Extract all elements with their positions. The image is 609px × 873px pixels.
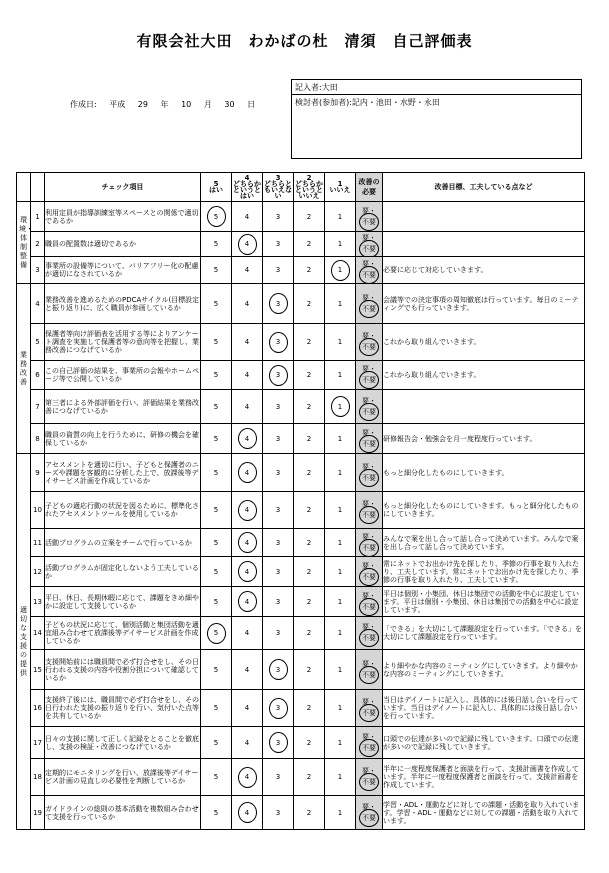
need-no-circled: 不要 bbox=[362, 778, 376, 786]
item-number: 12 bbox=[31, 557, 45, 587]
author-box bbox=[291, 79, 582, 159]
score-4-cell: 4 bbox=[232, 232, 263, 257]
evaluation-table bbox=[16, 172, 585, 830]
need-no-circled: 不要 bbox=[362, 439, 376, 448]
note-cell bbox=[383, 390, 585, 424]
item-number: 4 bbox=[31, 284, 45, 324]
item-number: 11 bbox=[31, 529, 45, 557]
item-text: ガイドラインの総則の基本活動を複数組み合わせて支援を行っているか bbox=[45, 796, 201, 830]
table-row bbox=[17, 232, 585, 257]
table-row bbox=[17, 529, 585, 557]
date-year: 29 bbox=[137, 100, 148, 109]
header-notes: 改善目標、工夫している点など bbox=[383, 173, 585, 202]
score-5-cell: 5 bbox=[201, 232, 232, 257]
table-row bbox=[17, 727, 585, 759]
need-cell bbox=[356, 324, 383, 361]
score-2-cell: 2 bbox=[294, 796, 325, 830]
note-cell: 半年に一度程度保護者と面談を行って、支援計画書を作成しています。半年に一度程度保護者と面談を行って、支援計画書を作成しています。 bbox=[383, 759, 585, 796]
need-cell bbox=[356, 617, 383, 650]
item-text: 子どもの適応行動の状況を図るために、標準化されたアセスメントツールを使用しているか bbox=[45, 492, 201, 529]
score-1-cell: 1 bbox=[325, 650, 356, 690]
score-3-cell: 3 bbox=[263, 390, 294, 424]
score-2-cell: 2 bbox=[294, 324, 325, 361]
need-yes: 要 bbox=[362, 532, 369, 541]
table-row bbox=[17, 284, 585, 324]
item-text: 子どもの状況に応じて、個別活動と集団活動を適宜組み合わせて放課後等デイサービス計画を作成しているか bbox=[45, 617, 201, 650]
item-number: 5 bbox=[31, 324, 45, 361]
note-cell: 当日はデイノートに記入し、具体的には後日話し合いを行っています。当日はデイノートに記入し、具体的には後日話し合いを行っています。 bbox=[383, 690, 585, 727]
item-text: 職員の配置数は適切であるか bbox=[45, 232, 201, 257]
note-cell: 学習・ADL・運動などに対しての課題・活動を取り入れています。学習・ADL・運動などに対しての課題・活動を取り入れています。 bbox=[383, 796, 585, 830]
score-2-cell: 2 bbox=[294, 617, 325, 650]
page-title: 有限会社大田 わかばの杜 清須 自己評価表 bbox=[136, 32, 473, 50]
score-5-cell: 5 bbox=[201, 557, 232, 587]
table-row bbox=[17, 390, 585, 424]
score-1-cell: 1 bbox=[325, 232, 356, 257]
table-row bbox=[17, 587, 585, 617]
need-no-circled: 不要 bbox=[362, 543, 376, 552]
need-yes: 要 bbox=[362, 623, 369, 631]
score-5-cell: 5 bbox=[201, 690, 232, 727]
need-no-circled: 不要 bbox=[362, 407, 376, 416]
need-cell bbox=[356, 492, 383, 529]
item-text: 第三者による外部評価を行い、評価結果を業務改善につなげているか bbox=[45, 390, 201, 424]
need-no-circled: 不要 bbox=[362, 304, 376, 313]
note-cell: これから取り組んでいきます。 bbox=[383, 361, 585, 390]
score-1-cell: 1 bbox=[325, 202, 356, 232]
table-row bbox=[17, 690, 585, 727]
item-text: 支援開始前には職員間で必ず打合せをし、その日行われる支援の内容や役割分担について確認しているか bbox=[45, 650, 201, 690]
table-row bbox=[17, 257, 585, 284]
score-3-cell: 3 bbox=[263, 727, 294, 759]
need-cell bbox=[356, 232, 383, 257]
item-number: 2 bbox=[31, 232, 45, 257]
need-sep: ・ bbox=[369, 396, 376, 405]
need-sep: ・ bbox=[369, 332, 376, 340]
note-cell bbox=[383, 202, 585, 232]
date-month-unit: 月 bbox=[203, 100, 212, 109]
need-no-circled: 不要 bbox=[362, 343, 376, 351]
score-3-cell: 3 bbox=[263, 557, 294, 587]
need-no-circled: 不要 bbox=[362, 813, 376, 822]
score-3-cell: 3 bbox=[263, 492, 294, 529]
need-cell bbox=[356, 284, 383, 324]
item-text: 平日、休日、長期休暇に応じて、課題をきめ細やかに設定して支援しているか bbox=[45, 587, 201, 617]
item-text: 日々の支援に関して正しく記録をとることを徹底し、支援の検証・改善につなげているか bbox=[45, 727, 201, 759]
need-no-circled: 不要 bbox=[362, 376, 376, 384]
need-no-circled: 不要 bbox=[362, 634, 376, 642]
need-yes: 要 bbox=[362, 428, 369, 437]
score-3-cell: 3 bbox=[263, 232, 294, 257]
note-cell: 研修報告会・勉強会を月一度程度行っています。 bbox=[383, 424, 585, 454]
item-text: 利用定員が指導訓練室等スペースとの関係で適切であるか bbox=[45, 202, 201, 232]
need-sep: ・ bbox=[369, 428, 376, 437]
item-number: 8 bbox=[31, 424, 45, 454]
score-3-cell: 3 bbox=[263, 424, 294, 454]
item-number: 7 bbox=[31, 390, 45, 424]
score-5-cell: 5 bbox=[201, 202, 232, 232]
score-2-cell: 2 bbox=[294, 690, 325, 727]
score-2-cell: 2 bbox=[294, 284, 325, 324]
item-number: 10 bbox=[31, 492, 45, 529]
item-text: 支援終了後には、職員間で必ず打合せをし、その日行われた支援の振り返りを行い、気付いた点等を共有しているか bbox=[45, 690, 201, 727]
item-text: 職員の資質の向上を行うために、研修の機会を確保しているか bbox=[45, 424, 201, 454]
need-yes: 要 bbox=[362, 659, 369, 668]
note-cell: これから取り組んでいきます。 bbox=[383, 324, 585, 361]
need-no-circled: 不要 bbox=[362, 670, 376, 679]
score-3-cell: 3 bbox=[263, 257, 294, 284]
score-4-cell: 4 bbox=[232, 529, 263, 557]
score-5-cell: 5 bbox=[201, 492, 232, 529]
score-4-cell: 4 bbox=[232, 424, 263, 454]
need-cell bbox=[356, 454, 383, 492]
header-need: 改善の必要 bbox=[356, 173, 383, 202]
score-1-cell: 1 bbox=[325, 557, 356, 587]
need-cell bbox=[356, 557, 383, 587]
table-row bbox=[17, 617, 585, 650]
need-sep: ・ bbox=[369, 698, 376, 706]
score-2-cell: 2 bbox=[294, 529, 325, 557]
score-5-cell: 5 bbox=[201, 617, 232, 650]
need-cell bbox=[356, 690, 383, 727]
need-yes: 要 bbox=[362, 767, 369, 775]
score-1-cell: 1 bbox=[325, 796, 356, 830]
score-4-cell: 4 bbox=[232, 257, 263, 284]
item-number: 15 bbox=[31, 650, 45, 690]
score-4-cell: 4 bbox=[232, 284, 263, 324]
need-no-circled: 不要 bbox=[362, 271, 376, 279]
score-3-cell: 3 bbox=[263, 284, 294, 324]
score-2-cell: 2 bbox=[294, 759, 325, 796]
score-2-cell: 2 bbox=[294, 202, 325, 232]
score-2-cell: 2 bbox=[294, 587, 325, 617]
table-row bbox=[17, 324, 585, 361]
need-sep: ・ bbox=[369, 623, 376, 631]
need-sep: ・ bbox=[369, 234, 376, 242]
score-1-cell: 1 bbox=[325, 424, 356, 454]
score-4-cell: 4 bbox=[232, 202, 263, 232]
need-no-circled: 不要 bbox=[362, 217, 376, 226]
need-yes: 要 bbox=[362, 234, 369, 242]
table-row bbox=[17, 796, 585, 830]
score-1-cell: 1 bbox=[325, 690, 356, 727]
item-number: 16 bbox=[31, 690, 45, 727]
item-text: 業務改善を進めるためのPDCAサイクル(目標設定と振り返り)に、広く職員が参画しているか bbox=[45, 284, 201, 324]
need-yes: 要 bbox=[362, 561, 369, 570]
need-sep: ・ bbox=[369, 293, 376, 302]
need-sep: ・ bbox=[369, 659, 376, 668]
table-header-row bbox=[17, 173, 585, 202]
score-5-cell: 5 bbox=[201, 390, 232, 424]
need-yes: 要 bbox=[362, 802, 369, 811]
recorder: 記入者:大田 bbox=[292, 80, 581, 95]
need-cell bbox=[356, 759, 383, 796]
note-cell: 必要に応じて対応していきます。 bbox=[383, 257, 585, 284]
score-1-cell: 1 bbox=[325, 390, 356, 424]
category-label: 適切な支援の提供 bbox=[20, 605, 27, 677]
need-sep: ・ bbox=[369, 206, 376, 215]
item-text: 保護者等向け評価表を活用する等によりアンケート調査を実施して保護者等の意向等を把握し、業務改善につなげているか bbox=[45, 324, 201, 361]
need-yes: 要 bbox=[362, 332, 369, 340]
item-number: 1 bbox=[31, 202, 45, 232]
need-yes: 要 bbox=[362, 260, 369, 268]
score-3-cell: 3 bbox=[263, 650, 294, 690]
score-5-cell: 5 bbox=[201, 529, 232, 557]
need-yes: 要 bbox=[362, 365, 369, 373]
score-4-cell: 4 bbox=[232, 796, 263, 830]
score-5-cell: 5 bbox=[201, 424, 232, 454]
score-1-cell: 1 bbox=[325, 324, 356, 361]
header-blank bbox=[17, 173, 31, 202]
date-era: 平成 bbox=[109, 100, 126, 109]
item-number: 14 bbox=[31, 617, 45, 650]
score-3-cell: 3 bbox=[263, 759, 294, 796]
category-cell bbox=[17, 454, 31, 830]
reviewers: 検討者(参加者):記内・池田・水野・永田 bbox=[295, 98, 440, 107]
item-text: 事業所の設備等について、バリアフリー化の配慮が適切になされているか bbox=[45, 257, 201, 284]
need-no-circled: 不要 bbox=[362, 572, 376, 581]
item-number: 19 bbox=[31, 796, 45, 830]
need-sep: ・ bbox=[369, 500, 376, 508]
header-blank bbox=[31, 173, 45, 202]
score-1-cell: 1 bbox=[325, 257, 356, 284]
score-5-cell: 5 bbox=[201, 587, 232, 617]
item-number: 3 bbox=[31, 257, 45, 284]
need-yes: 要 bbox=[362, 698, 369, 706]
date-day-unit: 日 bbox=[247, 100, 256, 109]
item-text: 活動プログラムの立案をチームで行っているか bbox=[45, 529, 201, 557]
score-2-cell: 2 bbox=[294, 727, 325, 759]
need-no-circled: 不要 bbox=[362, 473, 376, 482]
score-5-cell: 5 bbox=[201, 727, 232, 759]
category-label: 業務改善 bbox=[20, 350, 27, 386]
score-3-cell: 3 bbox=[263, 454, 294, 492]
score-5-cell: 5 bbox=[201, 257, 232, 284]
table-row bbox=[17, 492, 585, 529]
score-3-cell: 3 bbox=[263, 529, 294, 557]
need-sep: ・ bbox=[369, 732, 376, 741]
item-number: 6 bbox=[31, 361, 45, 390]
score-2-cell: 2 bbox=[294, 454, 325, 492]
score-4-cell: 4 bbox=[232, 690, 263, 727]
item-text: 定期的にモニタリングを行い、放課後等デイサービス計画の見直しの必要性を判断しているか bbox=[45, 759, 201, 796]
score-2-cell: 2 bbox=[294, 650, 325, 690]
note-cell: 平日は個別・小集団、休日は集団での活動を中心に設定しています。平日は個別・小集団、休日は集団での活動を中心に設定しています。 bbox=[383, 587, 585, 617]
date-month: 10 bbox=[181, 100, 192, 109]
need-cell bbox=[356, 650, 383, 690]
table-row bbox=[17, 361, 585, 390]
score-3-cell: 3 bbox=[263, 587, 294, 617]
score-3-cell: 3 bbox=[263, 690, 294, 727]
score-4-cell: 4 bbox=[232, 727, 263, 759]
note-cell: より細やかな内容のミーティングにしていきます。より細やかな内容のミーティングにしていきます。 bbox=[383, 650, 585, 690]
score-1-cell: 1 bbox=[325, 454, 356, 492]
score-5-cell: 5 bbox=[201, 650, 232, 690]
need-no-circled: 不要 bbox=[362, 709, 376, 717]
date-label: 作成日: bbox=[70, 100, 97, 109]
score-3-cell: 3 bbox=[263, 202, 294, 232]
note-cell: みんなで案を出し合って話し合って決めています。みんなで案を出し合って話し合って決めています。 bbox=[383, 529, 585, 557]
score-3-cell: 3 bbox=[263, 361, 294, 390]
need-cell bbox=[356, 529, 383, 557]
score-4-cell: 4 bbox=[232, 587, 263, 617]
table-row bbox=[17, 202, 585, 232]
need-cell bbox=[356, 361, 383, 390]
score-1-cell: 1 bbox=[325, 727, 356, 759]
need-yes: 要 bbox=[362, 462, 369, 471]
score-1-cell: 1 bbox=[325, 284, 356, 324]
score-5-cell: 5 bbox=[201, 324, 232, 361]
note-cell: 会議等での決定事項の周知徹底は行っています。毎日のミーティングでも行っていきます。 bbox=[383, 284, 585, 324]
score-5-cell: 5 bbox=[201, 284, 232, 324]
need-yes: 要 bbox=[362, 500, 369, 508]
score-1-cell: 1 bbox=[325, 361, 356, 390]
score-5-cell: 5 bbox=[201, 759, 232, 796]
score-4-cell: 4 bbox=[232, 492, 263, 529]
need-sep: ・ bbox=[369, 260, 376, 268]
need-yes: 要 bbox=[362, 396, 369, 405]
header-score-5: 5 はい bbox=[201, 173, 232, 202]
score-3-cell: 3 bbox=[263, 324, 294, 361]
item-text: この自己評価の結果を、事業所の会報やホームページ等で公開しているか bbox=[45, 361, 201, 390]
need-no-circled: 不要 bbox=[362, 245, 376, 253]
item-number: 9 bbox=[31, 454, 45, 492]
score-1-cell: 1 bbox=[325, 587, 356, 617]
score-5-cell: 5 bbox=[201, 454, 232, 492]
need-cell bbox=[356, 587, 383, 617]
score-1-cell: 1 bbox=[325, 617, 356, 650]
score-2-cell: 2 bbox=[294, 492, 325, 529]
date-year-unit: 年 bbox=[160, 100, 169, 109]
score-2-cell: 2 bbox=[294, 361, 325, 390]
score-4-cell: 4 bbox=[232, 390, 263, 424]
table-row bbox=[17, 759, 585, 796]
header-score-2: 2 どちらかというといいえ bbox=[295, 174, 323, 200]
need-yes: 要 bbox=[362, 293, 369, 302]
score-1-cell: 1 bbox=[325, 492, 356, 529]
table-row bbox=[17, 424, 585, 454]
score-4-cell: 4 bbox=[232, 650, 263, 690]
item-text: 活動プログラムが固定化しないよう工夫しているか bbox=[45, 557, 201, 587]
score-4-cell: 4 bbox=[232, 557, 263, 587]
need-cell bbox=[356, 796, 383, 830]
score-2-cell: 2 bbox=[294, 557, 325, 587]
category-cell bbox=[17, 284, 31, 454]
score-2-cell: 2 bbox=[294, 390, 325, 424]
need-cell bbox=[356, 390, 383, 424]
note-cell: 常にネットでお出かけ先を探したり、季節の行事を取り入れたり、工夫しています。常にネットでお出かけ先を探したり、季節の行事を取り入れたり、工夫しています。 bbox=[383, 557, 585, 587]
need-cell bbox=[356, 424, 383, 454]
score-4-cell: 4 bbox=[232, 454, 263, 492]
note-cell: もっと細分化したものにしていきます。もっと細分化したものにしていきます。 bbox=[383, 492, 585, 529]
table-row bbox=[17, 557, 585, 587]
header-score-3: 3 どちらともいえない bbox=[264, 174, 292, 200]
item-number: 17 bbox=[31, 727, 45, 759]
score-3-cell: 3 bbox=[263, 617, 294, 650]
score-4-cell: 4 bbox=[232, 361, 263, 390]
date-day: 30 bbox=[224, 100, 235, 109]
item-text: アセスメントを適切に行い、子どもと保護者のニーズや課題を客観的に分析した上で、放課後等デイサービス計画を作成しているか bbox=[45, 454, 201, 492]
score-2-cell: 2 bbox=[294, 257, 325, 284]
header-score-4: 4 どちらかというとはい bbox=[233, 174, 261, 200]
score-4-cell: 4 bbox=[232, 759, 263, 796]
note-cell: もっと細分化したものにしていきます。 bbox=[383, 454, 585, 492]
need-cell bbox=[356, 202, 383, 232]
item-number: 18 bbox=[31, 759, 45, 796]
score-5-cell: 5 bbox=[201, 361, 232, 390]
score-4-cell: 4 bbox=[232, 324, 263, 361]
need-yes: 要 bbox=[362, 732, 369, 741]
score-1-cell: 1 bbox=[325, 529, 356, 557]
need-yes: 要 bbox=[362, 591, 369, 600]
score-5-cell: 5 bbox=[201, 796, 232, 830]
need-sep: ・ bbox=[369, 561, 376, 570]
score-2-cell: 2 bbox=[294, 424, 325, 454]
need-sep: ・ bbox=[369, 462, 376, 471]
need-yes: 要 bbox=[362, 206, 369, 215]
header-check: チェック項目 bbox=[45, 173, 201, 202]
note-cell: 「できる」を大切にして課題設定を行っています。「できる」を大切にして課題設定を行っています。 bbox=[383, 617, 585, 650]
need-sep: ・ bbox=[369, 802, 376, 811]
need-cell bbox=[356, 727, 383, 759]
item-number: 13 bbox=[31, 587, 45, 617]
need-no-circled: 不要 bbox=[362, 511, 376, 519]
note-cell bbox=[383, 232, 585, 257]
note-cell: 口頭での伝達が多いので記録に残していきます。口頭での伝達が多いので記録に残していきます。 bbox=[383, 727, 585, 759]
score-1-cell: 1 bbox=[325, 759, 356, 796]
need-no-circled: 不要 bbox=[362, 602, 376, 611]
table-row bbox=[17, 454, 585, 492]
need-sep: ・ bbox=[369, 365, 376, 373]
creation-date bbox=[70, 99, 265, 110]
need-cell bbox=[356, 257, 383, 284]
score-2-cell: 2 bbox=[294, 232, 325, 257]
category-label: 環境・体制整備 bbox=[19, 215, 33, 269]
need-sep: ・ bbox=[369, 767, 376, 775]
need-sep: ・ bbox=[369, 591, 376, 600]
category-cell bbox=[17, 202, 31, 284]
score-4-cell: 4 bbox=[232, 617, 263, 650]
header-score-1: 1 いいえ bbox=[325, 173, 356, 202]
need-sep: ・ bbox=[369, 532, 376, 541]
table-row bbox=[17, 650, 585, 690]
need-no-circled: 不要 bbox=[362, 743, 376, 752]
score-3-cell: 3 bbox=[263, 796, 294, 830]
